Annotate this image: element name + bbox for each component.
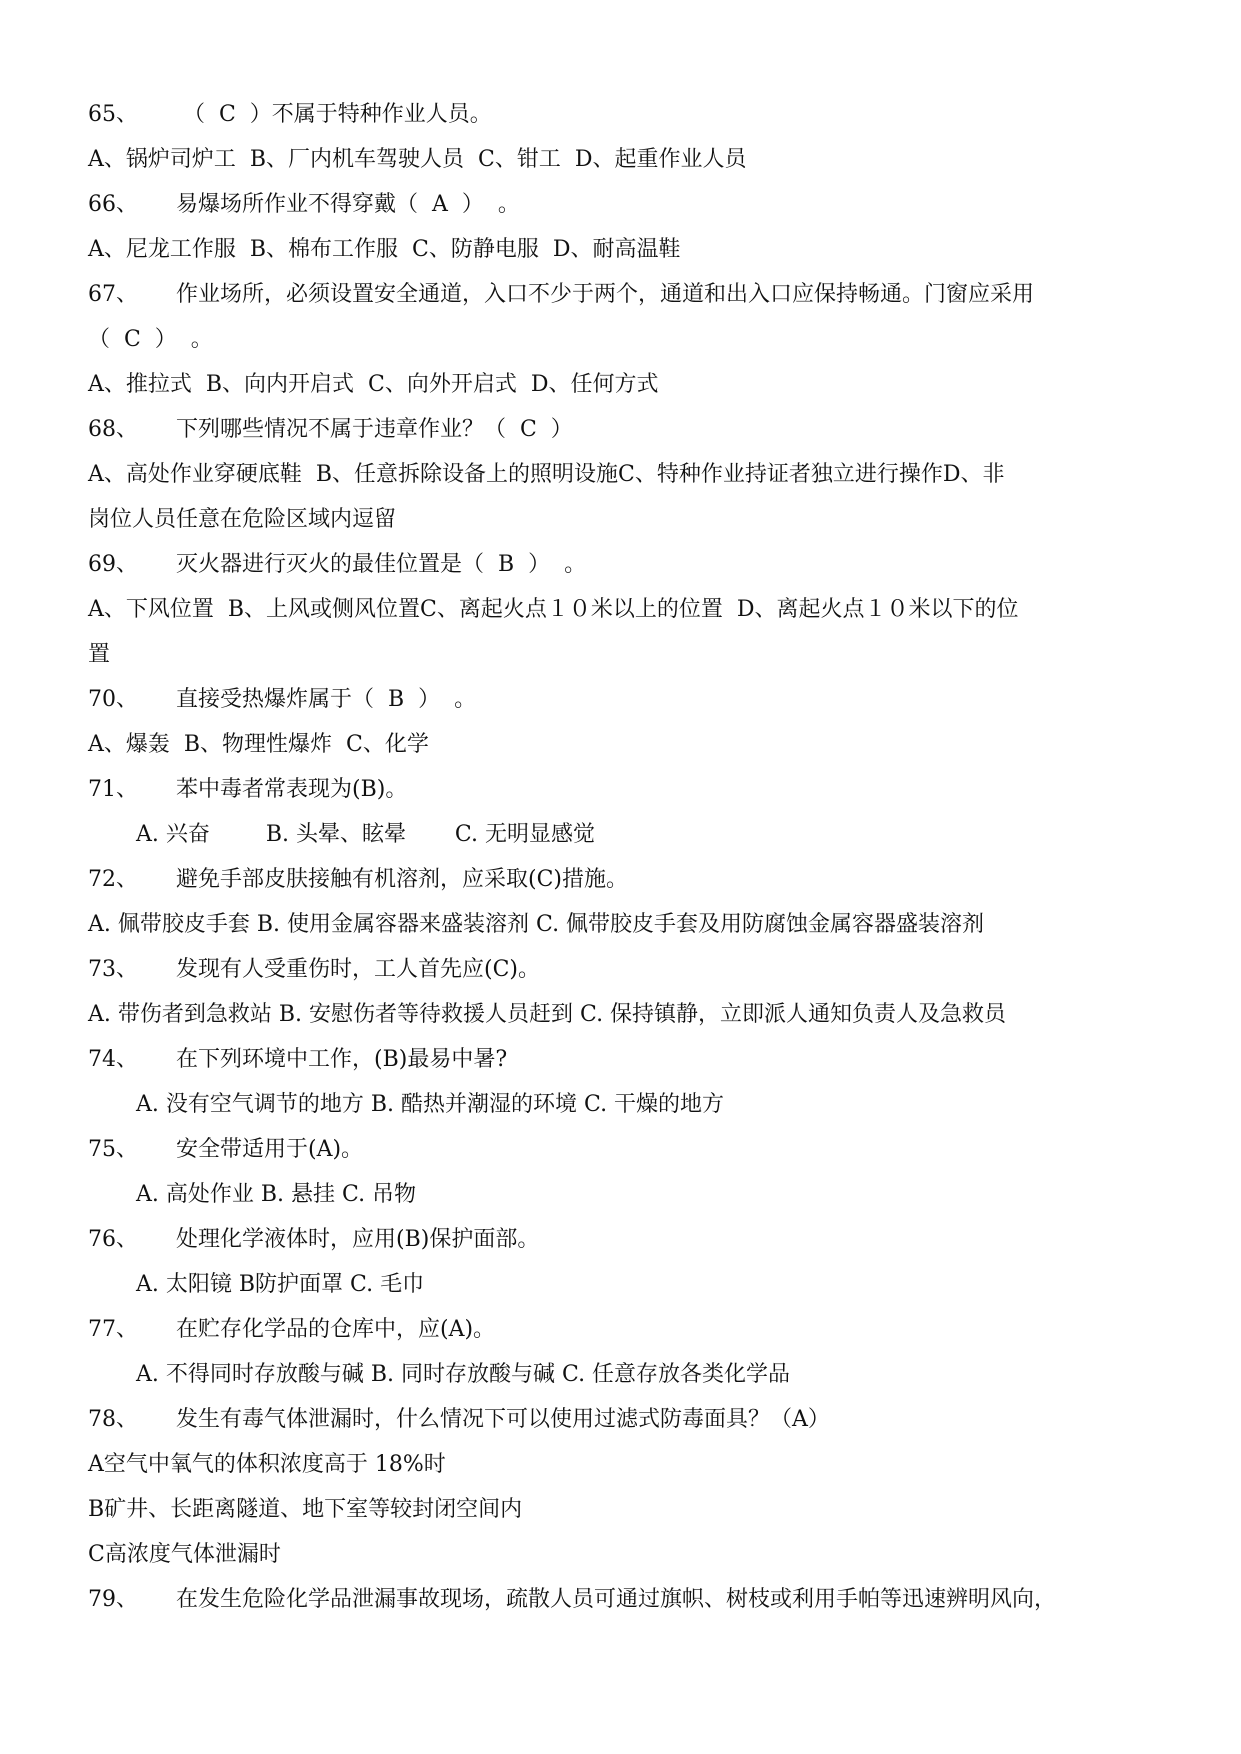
question-text: 易爆场所作业不得穿戴（ A ） 。 (176, 192, 520, 217)
question-number: 79、 (88, 1587, 138, 1612)
question-text: 处理化学液体时，应用(B)保护面部。 (176, 1227, 540, 1252)
question-number: 68、 (88, 417, 138, 442)
question-72-options: A. 佩带胶皮手套 B. 使用金属容器来盛装溶剂 C. 佩带胶皮手套及用防腐蚀金属容器盛装溶剂 (88, 912, 985, 937)
question-list (88, 92, 1168, 1622)
question-text: 安全带适用于(A)。 (176, 1137, 364, 1162)
question-71-options: A. 兴奋 B. 头晕、眩晕 C. 无明显感觉 (136, 822, 595, 847)
question-67-continuation: （ C ） 。 (88, 327, 213, 352)
question-number: 75、 (88, 1137, 138, 1162)
question-text: 灭火器进行灭火的最佳位置是（ B ） 。 (176, 552, 587, 577)
question-73-options: A. 带伤者到急救站 B. 安慰伤者等待救援人员赶到 C. 保持镇静，立即派人通知负责人及急救员 (88, 1002, 1007, 1027)
question-74 (88, 1037, 1168, 1082)
question-text: 避免手部皮肤接触有机溶剂，应采取(C)措施。 (176, 867, 629, 892)
question-number: 73、 (88, 957, 138, 982)
question-77-options: A. 不得同时存放酸与碱 B. 同时存放酸与碱 C. 任意存放各类化学品 (136, 1362, 791, 1387)
question-number: 66、 (88, 192, 138, 217)
question-68-options: A、高处作业穿硬底鞋 B、任意拆除设备上的照明设施C、特种作业持证者独立进行操作D、非 (88, 462, 1005, 487)
question-69-options: A、下风位置 B、上风或侧风位置C、离起火点１０米以上的位置 D、离起火点１０米以下的位 (88, 597, 1019, 622)
question-69 (88, 542, 1168, 587)
question-68-options-cont: 岗位人员任意在危险区域内逗留 (88, 507, 397, 532)
question-65-options: A、锅炉司炉工 B、厂内机车驾驶人员 C、钳工 D、起重作业人员 (88, 147, 747, 172)
question-number: 78、 (88, 1407, 138, 1432)
question-69-options-cont: 置 (88, 642, 111, 667)
question-66-options: A、尼龙工作服 B、棉布工作服 C、防静电服 D、耐高温鞋 (88, 237, 681, 262)
question-text: 作业场所，必须设置安全通道，入口不少于两个，通道和出入口应保持畅通。门窗应采用 (176, 282, 1035, 307)
question-70 (88, 677, 1168, 722)
question-text: 在下列环境中工作，(B)最易中暑? (176, 1047, 508, 1072)
question-74-options: A. 没有空气调节的地方 B. 酷热并潮湿的环境 C. 干燥的地方 (136, 1092, 725, 1117)
question-73 (88, 947, 1168, 992)
question-text: 发现有人受重伤时，工人首先应(C)。 (176, 957, 541, 982)
question-76 (88, 1217, 1168, 1262)
question-76-options: A. 太阳镜 B防护面罩 C. 毛巾 (136, 1272, 425, 1297)
question-text: 苯中毒者常表现为(B)。 (176, 777, 408, 802)
question-72 (88, 857, 1168, 902)
question-text: （ C ）不属于特种作业人员。 (176, 102, 492, 127)
question-text: 直接受热爆炸属于（ B ） 。 (176, 687, 477, 712)
question-78-option-b: B矿井、长距离隧道、地下室等较封闭空间内 (88, 1497, 523, 1522)
question-65 (88, 92, 1168, 137)
question-78-option-c: C高浓度气体泄漏时 (88, 1542, 281, 1567)
question-number: 65、 (88, 102, 138, 127)
question-71 (88, 767, 1168, 812)
question-78 (88, 1397, 1168, 1442)
question-75 (88, 1127, 1168, 1172)
question-number: 69、 (88, 552, 138, 577)
question-70-options: A、爆轰 B、物理性爆炸 C、化学 (88, 732, 429, 757)
question-text: 下列哪些情况不属于违章作业？（ C ） (176, 417, 573, 442)
question-number: 77、 (88, 1317, 138, 1342)
question-text: 在贮存化学品的仓库中，应(A)。 (176, 1317, 496, 1342)
question-text: 在发生危险化学品泄漏事故现场，疏散人员可通过旗帜、树枝或利用手帕等迅速辨明风向， (176, 1587, 1057, 1612)
question-75-options: A. 高处作业 B. 悬挂 C. 吊物 (136, 1182, 417, 1207)
question-text: 发生有毒气体泄漏时，什么情况下可以使用过滤式防毒面具？（A） (176, 1407, 830, 1432)
question-68 (88, 407, 1168, 452)
question-number: 71、 (88, 777, 138, 802)
question-79 (88, 1577, 1168, 1622)
question-number: 67、 (88, 282, 138, 307)
question-number: 76、 (88, 1227, 138, 1252)
question-78-option-a: A空气中氧气的体积浓度高于 18%时 (88, 1452, 446, 1477)
question-67-options: A、推拉式 B、向内开启式 C、向外开启式 D、任何方式 (88, 372, 659, 397)
question-number: 74、 (88, 1047, 138, 1072)
question-66 (88, 182, 1168, 227)
question-67 (88, 272, 1168, 317)
question-number: 70、 (88, 687, 138, 712)
question-number: 72、 (88, 867, 138, 892)
question-77 (88, 1307, 1168, 1352)
